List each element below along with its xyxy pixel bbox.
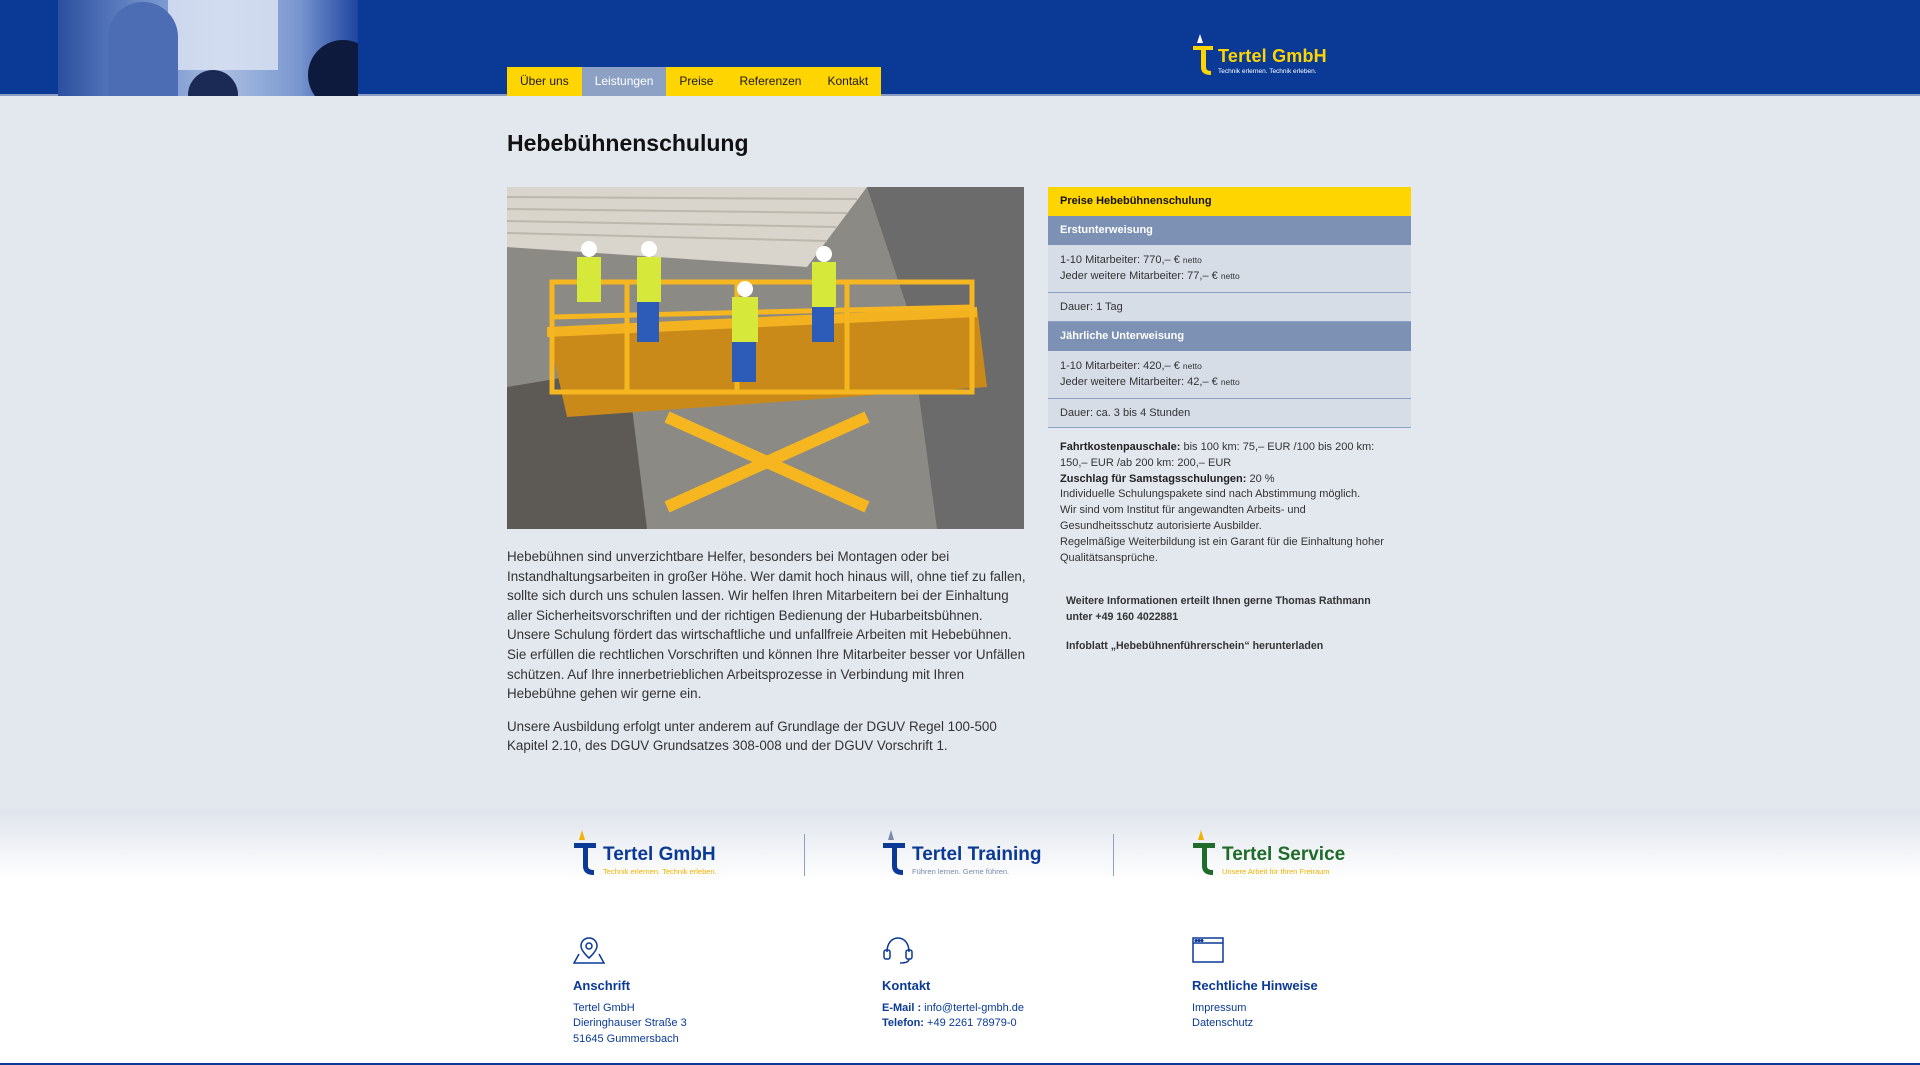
nav-item-ueber-uns[interactable]: Über uns [507,67,582,96]
site-header [0,0,1920,96]
netto-label: netto [1220,376,1240,387]
footer-logo-name: Tertel GmbH [603,844,716,865]
intro-text [507,547,1027,769]
footer-logo-tagline: Führen lernen. Gerne führen. [912,867,1010,876]
phone-label: Telefon: [882,1017,924,1030]
footer-logo-tertel-service[interactable] [1192,830,1345,876]
footer-logo-name: Tertel Service [1222,844,1346,865]
privacy-link[interactable]: Datenschutz [1192,1017,1254,1030]
netto-label: netto [1182,255,1202,265]
footer-contact [882,936,1024,1032]
note-line: Individuelle Schulungspakete sind nach Abstimmung möglich. [1060,488,1361,501]
map-pin-icon [573,936,605,964]
footer-divider [804,834,805,876]
infosheet-download-link[interactable]: Infoblatt „Hebebühnenführerschein“ herunterladen [1066,639,1324,652]
address-line: Dieringhauser Straße 3 [573,1017,687,1030]
imprint-link[interactable]: Impressum [1192,1001,1247,1014]
price-row-first [1048,245,1411,293]
price-notes [1048,428,1411,566]
footer-logo-tertel-training[interactable] [882,830,1042,876]
footer-logo-tagline: Unsere Arbeit für Ihren Freiraum [1222,867,1330,876]
footer-logo-name: Tertel Training [912,844,1042,865]
note-line: Regelmäßige Weiterbildung ist ein Garant für die Einhaltung hoher Qualitätsansprüche. [1060,535,1384,564]
price-line: 1-10 Mitarbeiter: 770,– € [1060,254,1180,266]
intro-paragraph: Unsere Ausbildung erfolgt unter anderem auf Grundlage der DGUV Regel 100-500 Kapitel 2.10, des DGUV Grundsatzes 308-008 und der DGUV Vorschrift 1. [507,718,997,754]
price-contact [1048,566,1411,654]
logo-tagline: Technik erlernen. Technik erleben. [1218,68,1317,75]
footer-address [573,936,687,1047]
price-line: Jeder weitere Mitarbeiter: 42,– € [1060,375,1218,388]
nav-item-referenzen[interactable]: Referenzen [726,67,814,96]
price-box [1048,187,1411,654]
footer-address-heading: Anschrift [573,978,631,993]
footer-legal-heading: Rechtliche Hinweise [1192,978,1318,993]
page-title: Hebebühnenschulung [507,130,749,156]
footer-divider [1113,834,1114,876]
netto-label: netto [1220,270,1240,281]
header-photo-board [168,0,278,70]
header-photo-person [108,2,178,96]
headset-icon [882,936,914,964]
contact-info: Weitere Informationen erteilt Ihnen gerne Thomas Rathmann unter +49 160 4022881 [1066,595,1371,623]
price-line: 1-10 Mitarbeiter: 420,– € [1060,360,1180,372]
tertel-logo-icon [1192,830,1216,876]
footer-logo-tagline: Technik erlernen. Technik erleben. [603,867,717,876]
price-row-annual [1048,351,1411,399]
email-label: E-Mail : [882,1001,922,1014]
price-section-annual: Jährliche Unterweisung [1048,322,1411,351]
hero-image-scissor-lift [507,187,1024,529]
tertel-logo-icon [1192,34,1214,76]
header-photo-head [308,40,358,96]
note-line: Wir sind vom Institut für angewandten Arbeits- und Gesundheitsschutz autorisierte Ausbilder. [1060,504,1306,532]
travel-label: Fahrtkostenpauschale: [1060,441,1181,453]
logo-title: Tertel GmbH [1218,46,1327,66]
travel-text: bis 100 km: 75,– EUR /100 bis 200 km: 150,– EUR /ab 200 km: 200,– EUR [1060,441,1375,469]
address-line: 51645 Gummersbach [573,1032,679,1045]
saturday-text: 20 % [1246,472,1275,485]
nav-item-leistungen[interactable]: Leistungen [582,67,667,96]
duration-first: Dauer: 1 Tag [1048,293,1411,322]
intro-paragraph: Hebebühnen sind unverzichtbare Helfer, besonders bei Montagen oder bei Instandhaltungsarbeiten in großer Höhe. Wer damit hoch hinaus will, ohne tief zu fallen, sollte sich durch uns schulen lassen. Wir helfen Ihren Mitarbeitern bei der Einhaltung aller Sicherheitsvorschriften und der richtigen Bedienung der Hubarbeitsbühnen. Unsere Schulung fördert das wirtschaftliche und unfallfreie Arbeiten mit Hebebühnen. Sie erfüllen die rechtlichen Vorschriften und können Ihre Mitarbeiter besser vor Unfällen schützen. Auf Ihre innerbetrieblichen Arbeitsprozesse in Verbindung mit Ihren Hebebühne gehen wir gerne ein. [507,549,1026,702]
footer-logo-tertel-gmbh[interactable] [573,830,717,876]
nav-item-kontakt[interactable]: Kontakt [814,67,881,96]
browser-window-icon [1192,936,1224,964]
price-box-heading: Preise Hebebühnenschulung [1048,187,1411,216]
phone-link[interactable]: +49 2261 78979-0 [923,1017,1017,1030]
footer-contact-heading: Kontakt [882,978,931,993]
header-logo[interactable] [1192,34,1327,76]
header-photo-head [188,70,238,96]
duration-annual: Dauer: ca. 3 bis 4 Stunden [1048,399,1411,428]
header-photo [58,0,358,96]
address-line: Tertel GmbH [573,1001,635,1014]
price-section-first: Erstunterweisung [1048,216,1411,245]
netto-label: netto [1182,361,1202,371]
price-line: Jeder weitere Mitarbeiter: 77,– € [1060,269,1218,282]
email-link[interactable]: info@tertel-gmbh.de [921,1001,1025,1014]
main-nav [507,67,881,96]
tertel-logo-icon [882,830,906,876]
nav-item-preise[interactable]: Preise [666,67,726,96]
footer-legal [1192,936,1318,1032]
tertel-logo-icon [573,830,597,876]
saturday-label: Zuschlag für Samstagsschulungen: [1060,472,1247,485]
